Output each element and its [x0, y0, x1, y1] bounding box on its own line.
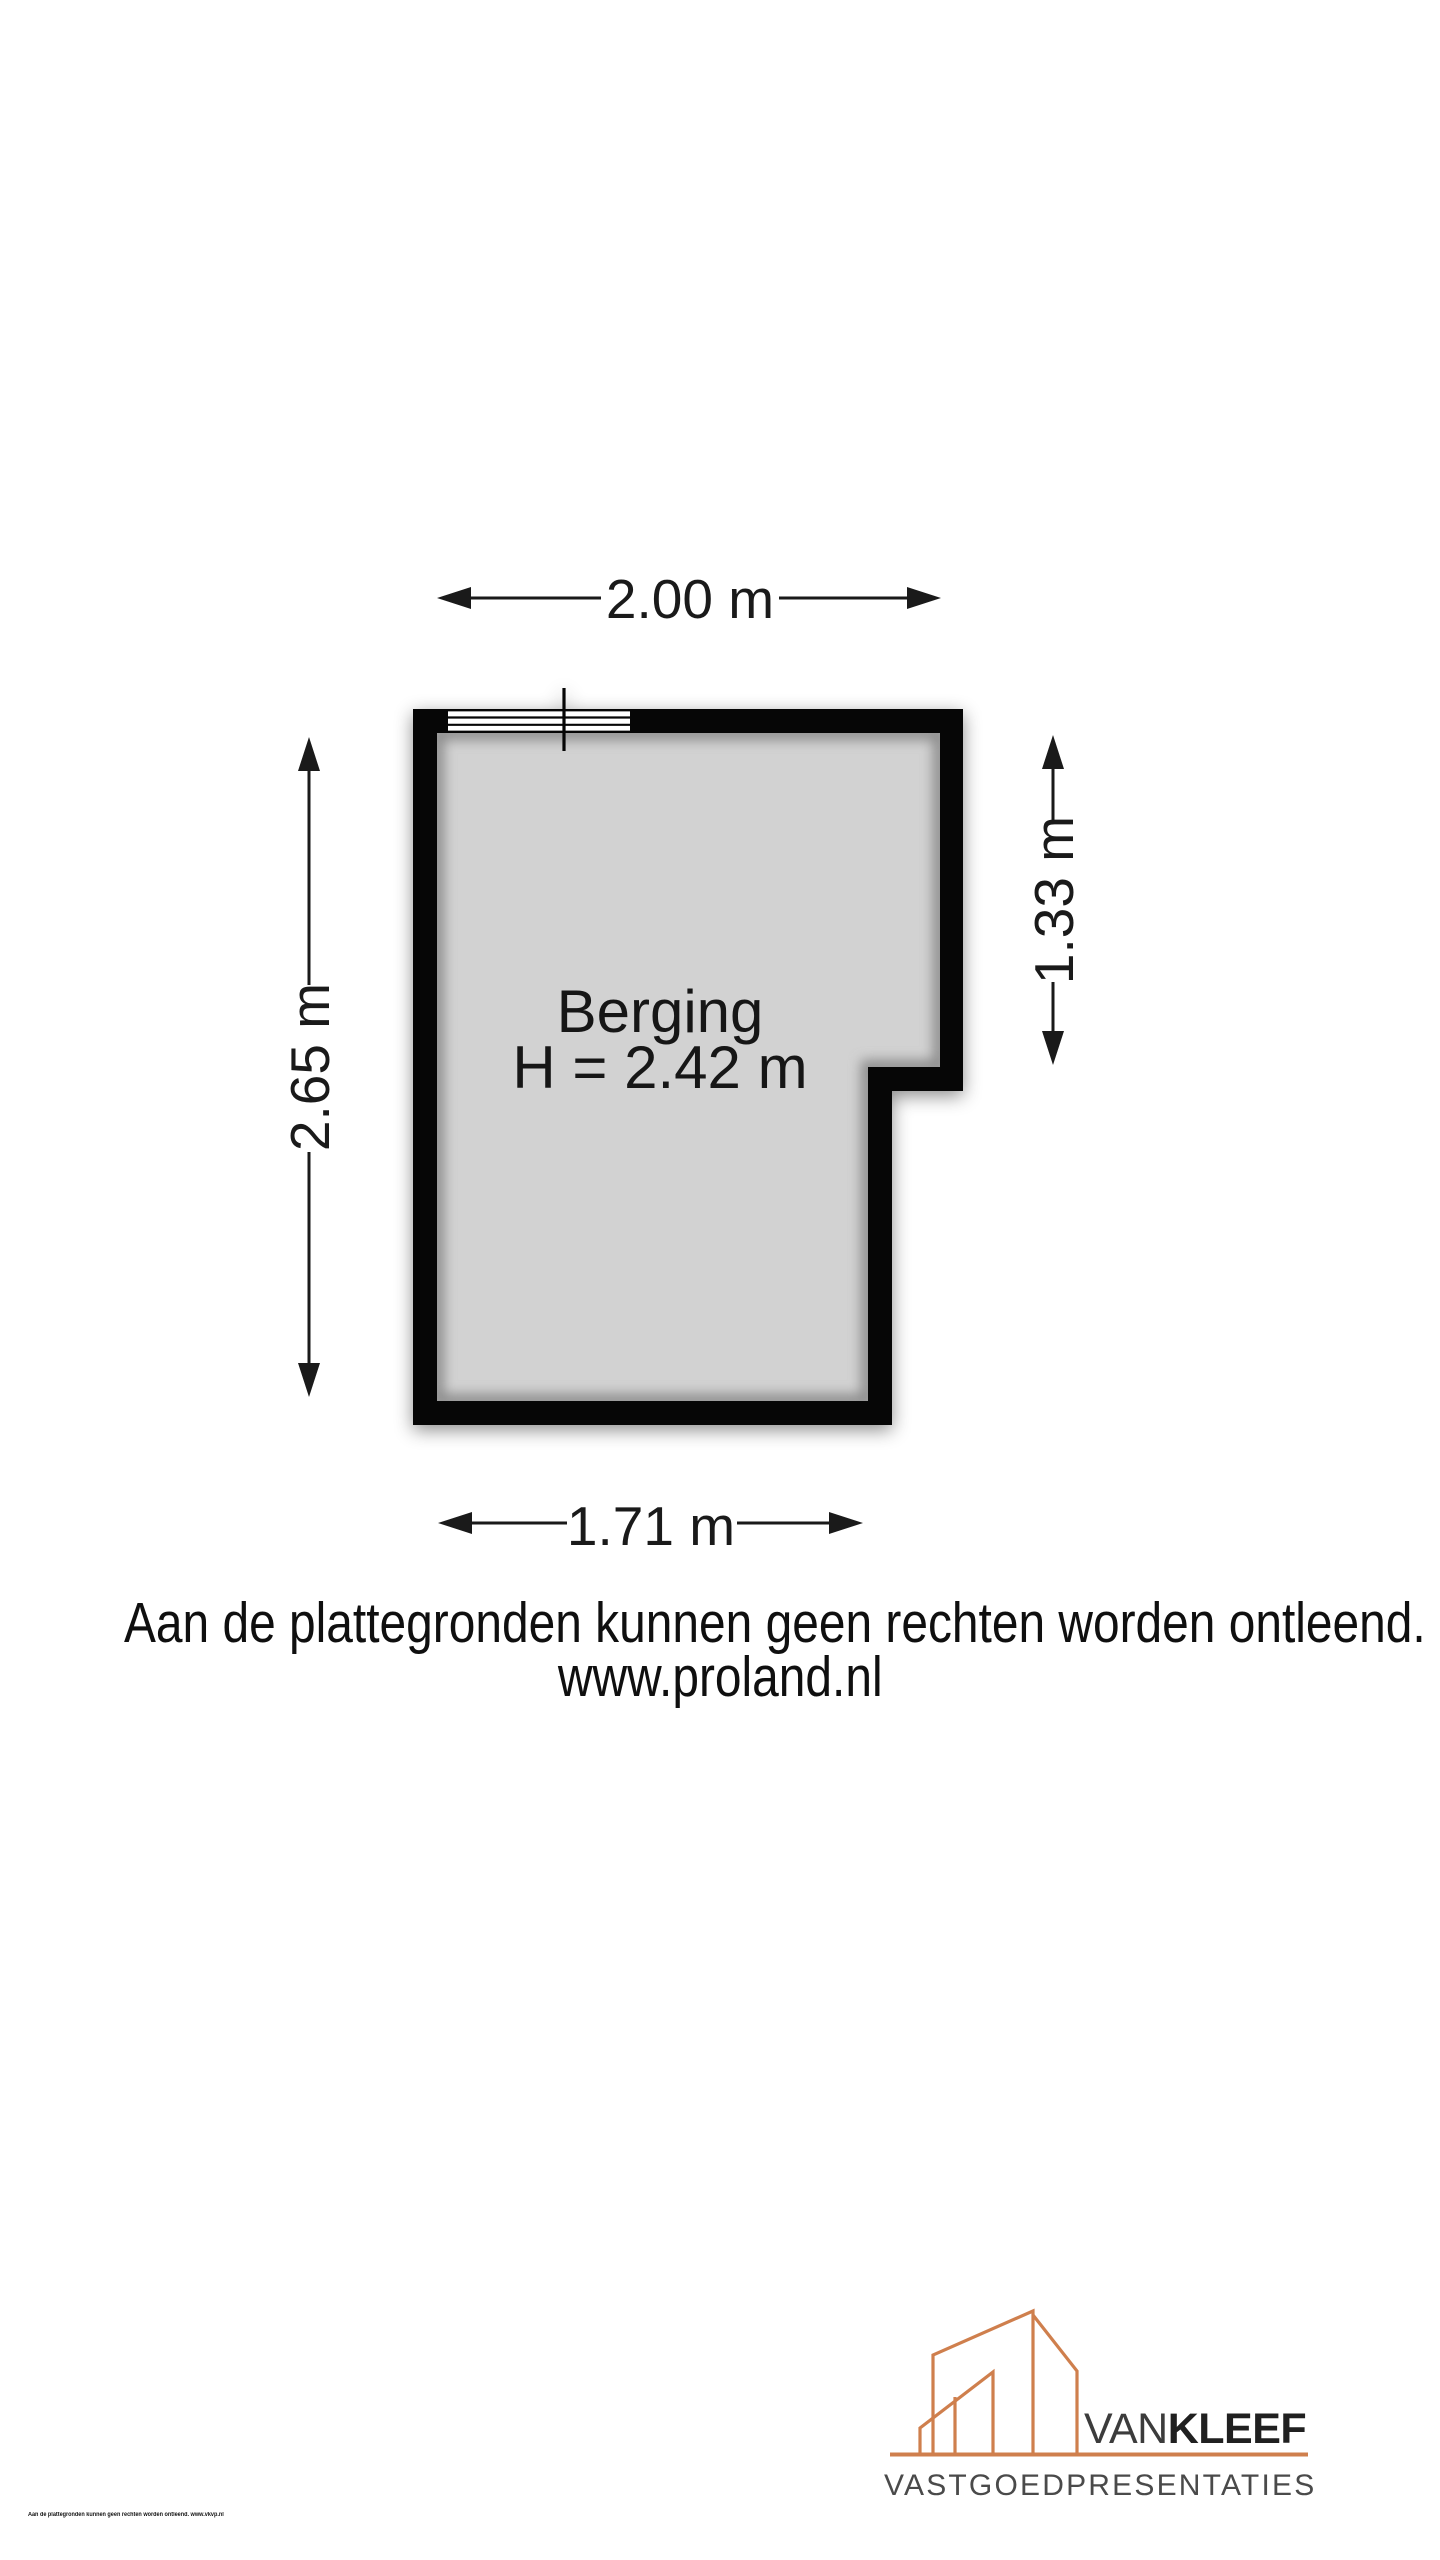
disclaimer-url-text: www.proland.nl — [557, 1645, 883, 1709]
dimension-bottom-label: 1.71 m — [566, 1495, 736, 1557]
logo-brand-light: VAN — [1084, 2405, 1168, 2453]
logo-brand-name — [1084, 2405, 1307, 2453]
disclaimer-line1-text: Aan de plattegronden kunnen geen rechten worden ontleend. — [123, 1591, 1426, 1655]
room-height-label: H = 2.42 m — [512, 1034, 808, 1101]
logo-subtitle: VASTGOEDPRESENTATIES — [884, 2469, 1317, 2502]
logo-brand-bold: KLEEF — [1167, 2405, 1307, 2453]
room-name-label: Berging — [556, 978, 764, 1045]
dimension-top-label: 2.00 m — [605, 568, 775, 630]
dimension-right-label: 1.33 m — [1023, 815, 1085, 985]
dimension-left-label: 2.65 m — [279, 982, 341, 1152]
tiny-footer-text: Aan de plattegronden kunnen geen rechten worden ontleend. www.vkvp.nl — [28, 2512, 224, 2518]
